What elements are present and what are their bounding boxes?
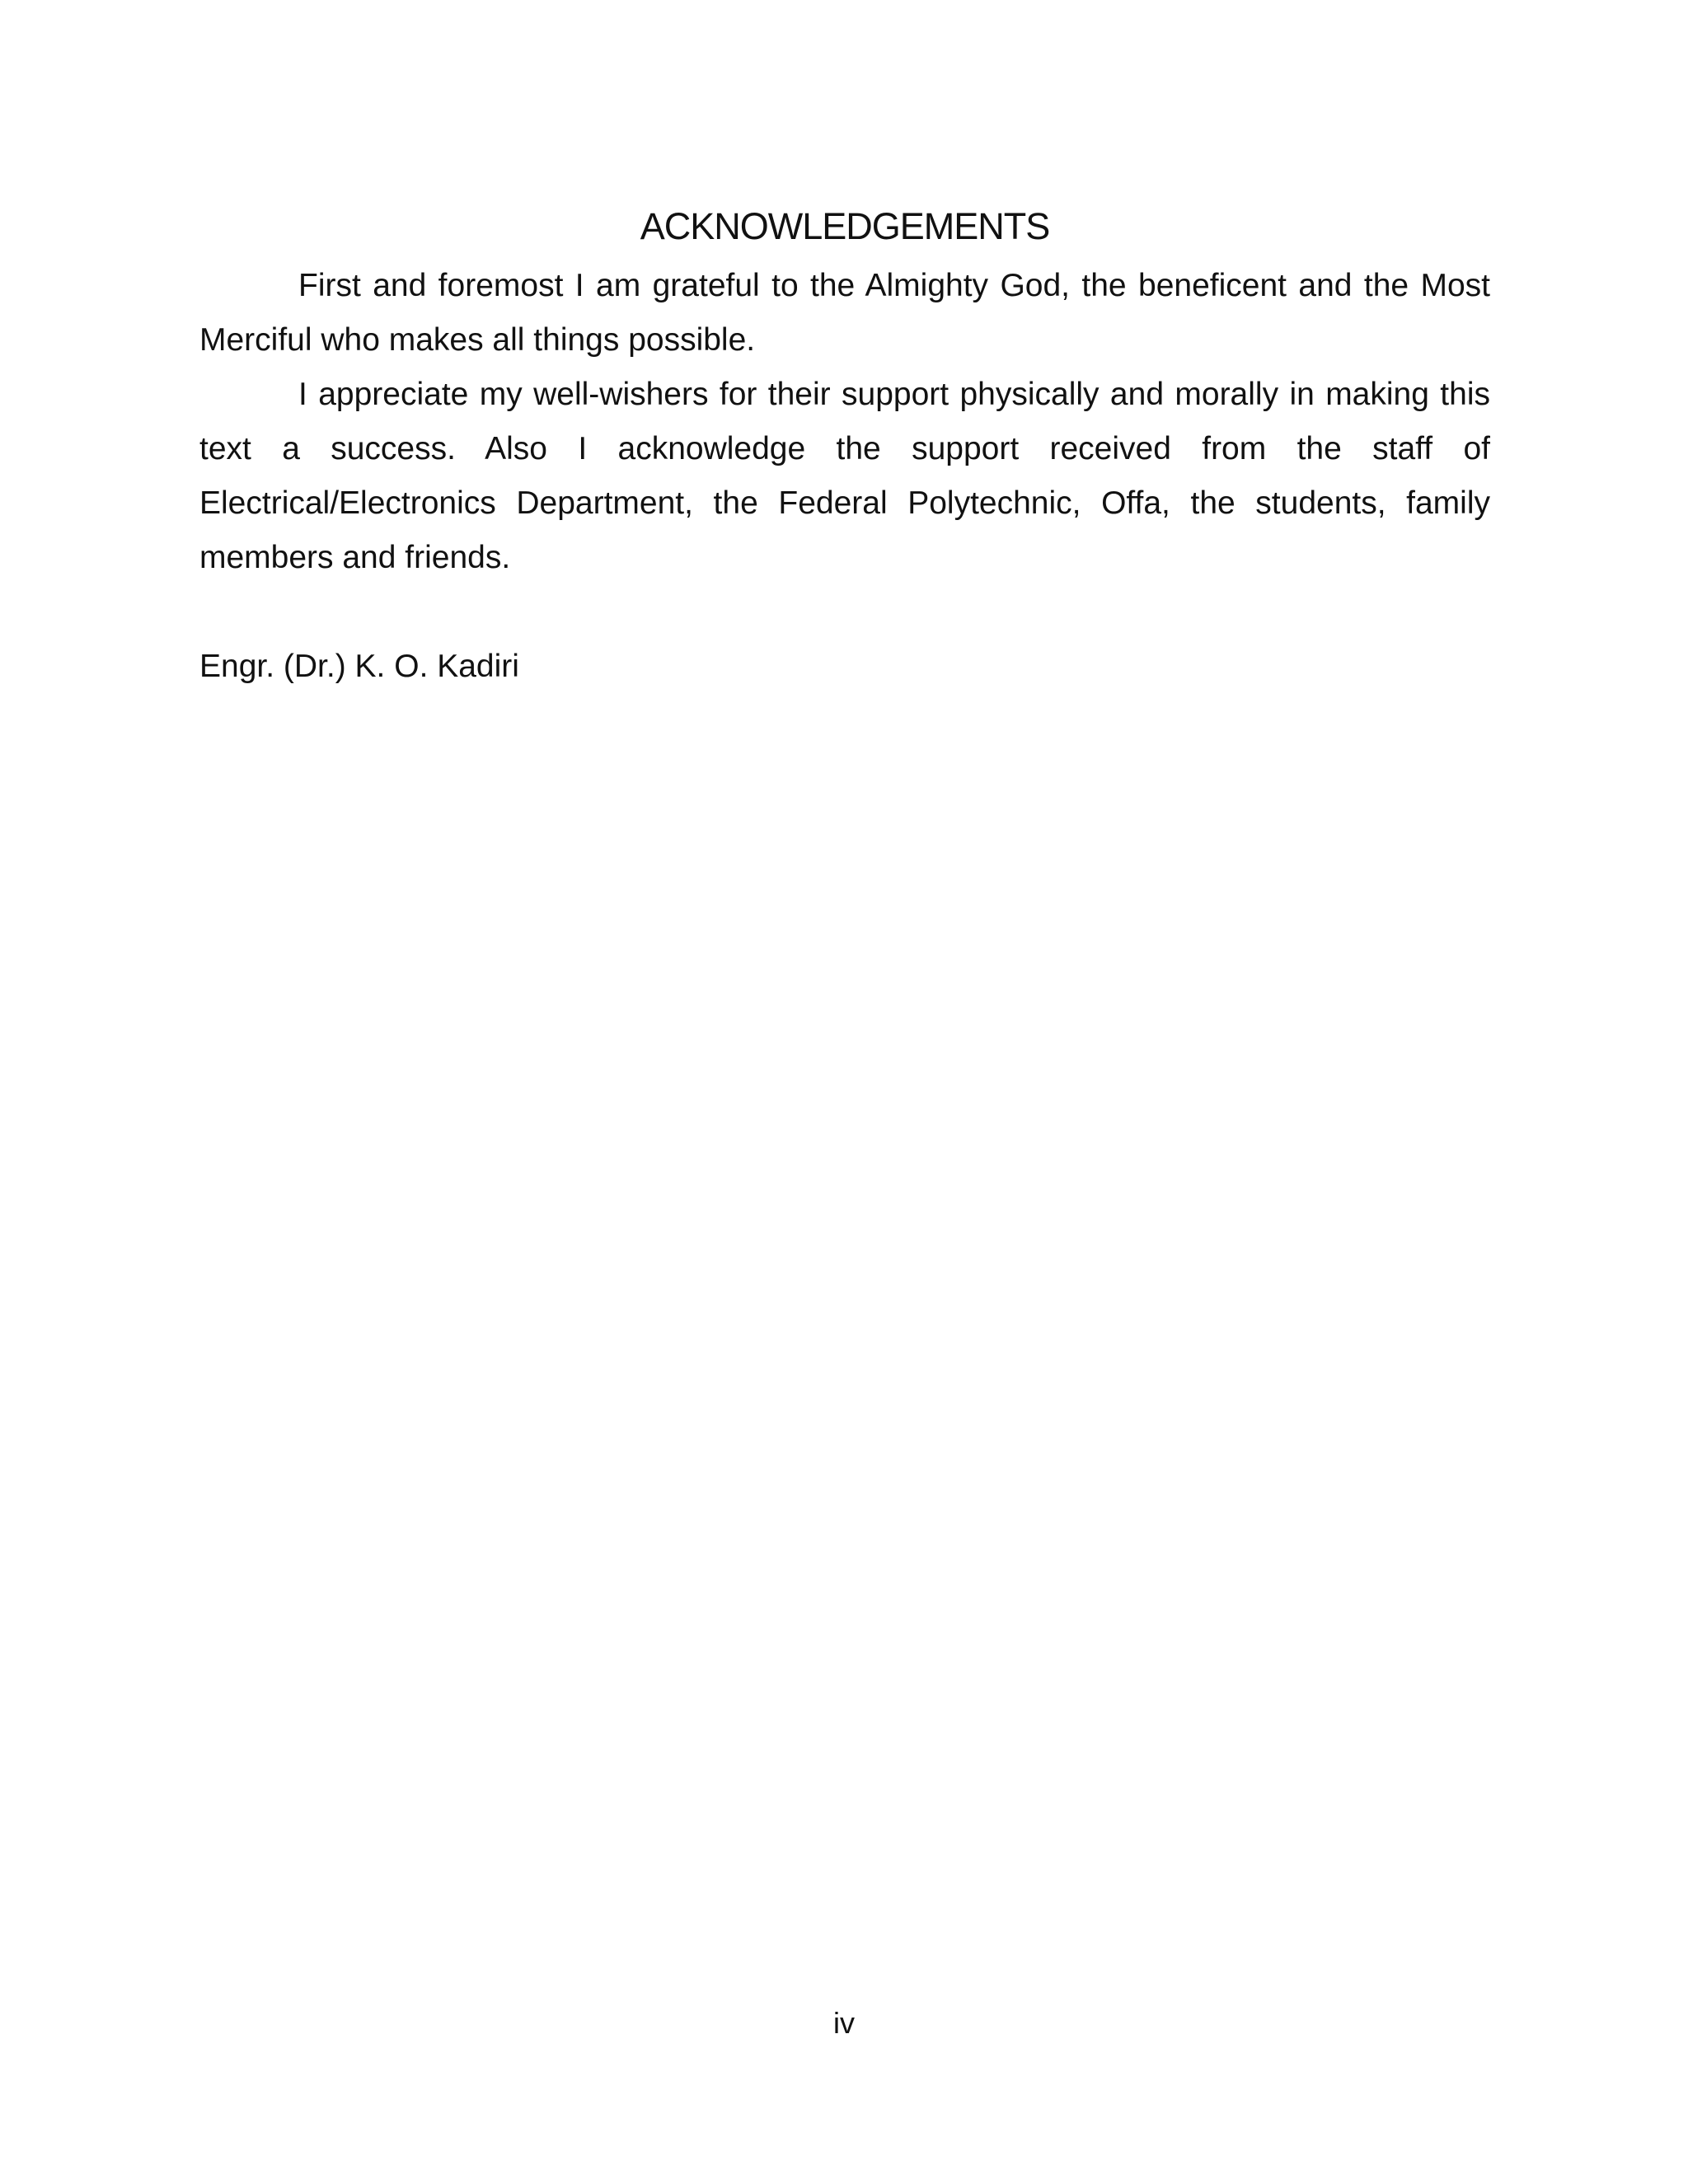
page-number: iv <box>833 2006 855 2040</box>
paragraph-appreciation: I appreciate my well-wishers for their support physically and morally in making this text a success. Also I acknowledge the support received from the staff of Electrical/Electronics Department, the Federal Polytechnic, Offa, the students, family members and friends. <box>199 377 1490 575</box>
page-title: ACKNOWLEDGEMENTS <box>640 205 1050 247</box>
page-content <box>199 194 1490 694</box>
author-signature: Engr. (Dr.) K. O. Kadiri <box>199 649 519 684</box>
paragraph-gratitude: First and foremost I am grateful to the Almighty God, the beneficent and the Most Merciful who makes all things possible. <box>199 268 1490 358</box>
